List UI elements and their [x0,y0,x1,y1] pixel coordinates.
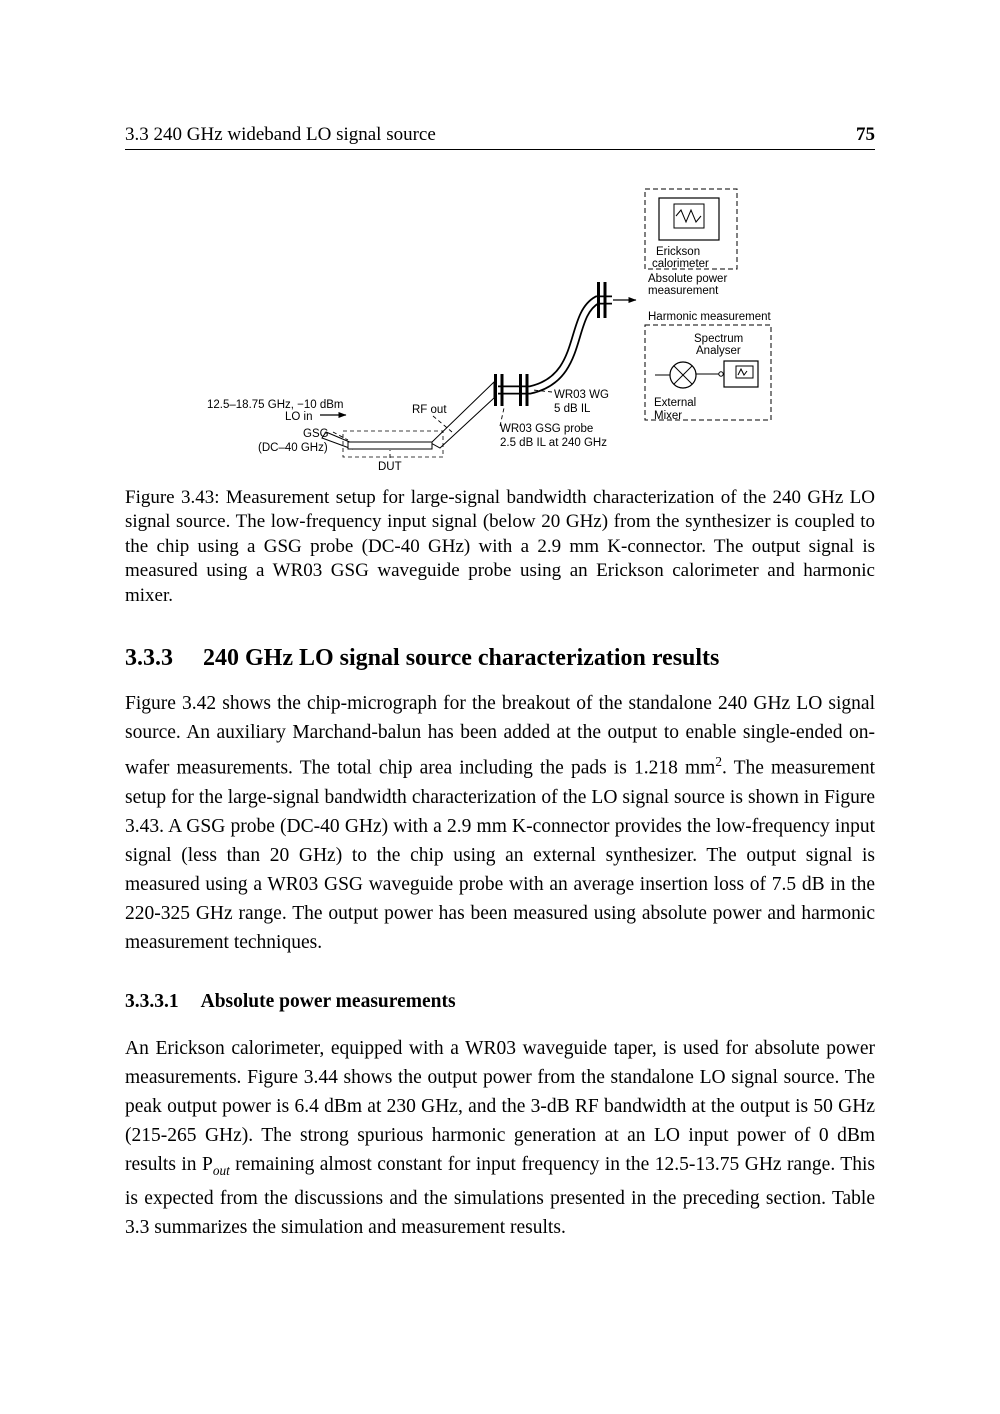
paragraph-text: Figure 3.42 shows the chip-micrograph for the breakout of the standalone 240 GHz LO signal source. An auxiliary Marchand-balun has been added at the output to enable single-ended on-wafer measurements. The total chip area including the pads is 1.218 mm [125,693,875,779]
external-mixer-label-line1: External [654,397,697,409]
dut-and-probes [322,382,494,457]
section-heading [125,644,875,672]
subsection-title: Absolute power measurements [200,990,456,1012]
dut-label: DUT [378,461,402,472]
superscript-2: 2 [715,754,722,770]
header-rule [125,149,875,150]
gsg-label-line2: (DC–40 GHz) [258,442,328,454]
section-number: 3.3.3 [125,645,173,672]
spectrum-analyser-label-line1: Spectrum [694,333,744,345]
paragraph-text: An Erickson calorimeter, equipped with a WR03 waveguide taper, is used for absolute power measurements. Figure 3.44 shows the output power from the standalone LO signal source. The peak output power is 6.4 dBm at 230 GHz, and the 3-dB RF bandwidth at the output is 50 GHz (215-265 GHz). The strong spurious harmonic generation at an LO input power of 0 dBm results in P [125,1037,875,1175]
subsection-heading [125,990,875,1013]
rf-out-label: RF out [412,404,447,416]
external-mixer-label-line2: Mixer [654,410,683,422]
running-header [125,124,875,145]
page-number: 75 [856,124,875,145]
spectrum-analyser-icon [724,361,758,387]
section-title: 240 GHz LO signal source characterization results [203,645,720,672]
gsg-label-line1: GSG [303,428,329,440]
erickson-label-line2: calorimeter [652,258,709,270]
figure-caption: Figure 3.43: Measurement setup for large-signal bandwidth characterization of the 240 GHz LO signal source. The low-frequency input signal (below 20 GHz) from the synthesizer is coupled to the chip using a GSG probe (DC-40 GHz) with a 2.9 mm K-connector. The output signal is measured using a WR03 GSG waveguide probe using an Erickson calorimeter and harmonic mixer. [125,487,875,606]
absolute-power-label-line2: measurement [648,285,719,297]
subscript-out: out [212,1162,230,1178]
input-frequency-label: 12.5–18.75 GHz, −10 dBm [207,399,344,411]
paragraph-text: . The measurement setup for the large-signal bandwidth characterization of the LO signal source is shown in Figure 3.43. A GSG probe (DC-40 GHz) with a 2.9 mm K-connector provides the low-frequency input signal (less than 20 GHz) to the chip using an external synthesizer. The output signal is measured using a WR03 GSG waveguide probe with an average insertion loss of 7.5 dB in the 220-325 GHz range. The output power has been measured using absolute power and harmonic measurement techniques. [125,757,875,953]
harmonic-measurement-label: Harmonic measurement [648,311,771,323]
diagram-labels [207,246,772,472]
wr03-probe-label-line2: 2.5 dB IL at 240 GHz [500,437,607,449]
external-mixer-icon [655,362,723,388]
figure-3-43 [125,182,875,608]
waveguide-bend [498,300,612,390]
lo-in-label: LO in [285,411,313,423]
dut-chip [348,442,432,449]
subsection-paragraph [125,1034,875,1243]
wr03-wg-label-line1: WR03 WG [554,389,609,401]
wr03-wg-label-line2: 5 dB IL [554,403,591,415]
running-header-title: 3.3 240 GHz wideband LO signal source [125,124,436,145]
subsection-number: 3.3.3.1 [125,990,179,1012]
section-paragraph [125,689,875,957]
paragraph-text: remaining almost constant for input frequency in the 12.5-13.75 GHz range. This is expected from the discussions and the simulations presented in the preceding section. Table 3.3 summarizes the simulation and measurement results. [125,1153,875,1239]
spectrum-analyser-label-line2: Analyser [696,345,741,357]
measurement-setup-diagram [200,182,880,472]
absolute-power-label-line1: Absolute power [648,273,728,285]
wr03-probe-label-line1: WR03 GSG probe [500,423,594,435]
erickson-label-line1: Erickson [656,246,701,258]
